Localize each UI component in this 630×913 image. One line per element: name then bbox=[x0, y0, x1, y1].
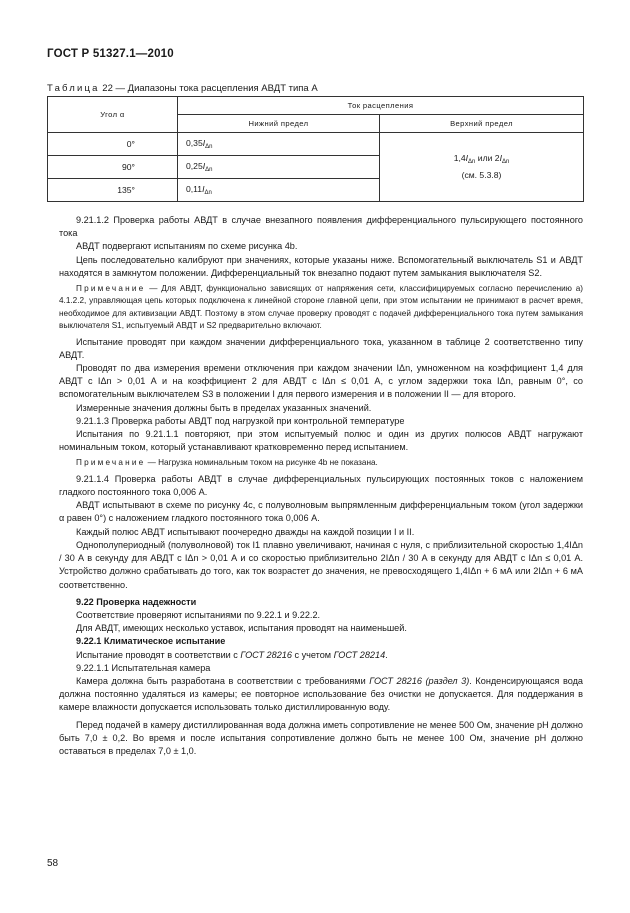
paragraph: Измеренные значения должны быть в пределах указанных значений. bbox=[76, 402, 372, 413]
angle-cell: 0° bbox=[48, 133, 178, 156]
paragraph: Соответствие проверяют испытаниями по 9.22.1 и 9.22.2. bbox=[76, 609, 321, 620]
paragraph: Проводят по два измерения времени отключения при каждом значении IΔn, умноженном на коэффициент 1,4 для АВДТ с IΔn > 0,01 А и на коэффициент 2 для АВДТ с IΔn ≤ 0,01 А, с углом задержки тока IΔn, равным 0°, со вспомогательным выключателем S3 в положении I для первого измерения и в положении II — для второго. bbox=[59, 363, 583, 400]
lower-limit-cell: $0,11I_{\Delta n}$ bbox=[178, 179, 380, 202]
paragraph: Испытание проводят в соответствии с ГОСТ 28216 с учетом ГОСТ 28214. bbox=[76, 649, 388, 660]
section-heading: 9.22 Проверка надежности bbox=[76, 596, 197, 607]
col-header-angle: Угол α bbox=[48, 97, 178, 133]
paragraph: АВДТ подвергают испытаниям по схеме рисунка 4b. bbox=[76, 241, 298, 252]
paragraph: Камера должна быть разработана в соответствии с требованиями ГОСТ 28216 (раздел 3). Конденсирующаяся вода должна постоянно удаляться из камеры; ее повторное использование без очистки не допускается. Для поддержания в камере влажности допускается использовать только дистиллированную воду. bbox=[59, 675, 583, 713]
angle-cell: 135° bbox=[48, 179, 178, 202]
col-header-upper: Верхний предел bbox=[380, 115, 584, 133]
section-heading: 9.22.1 Климатическое испытание bbox=[76, 636, 226, 647]
table-row bbox=[48, 133, 584, 156]
paragraph: Однополупериодный (полуволновой) ток I1 плавно увеличивают, начиная с нуля, с приблизительной скоростью 1,4IΔn / 30 А в секунду для АВДТ с IΔn > 0,01 А и со скоростью приблизительно 2IΔn / 30 А в секунду для АВДТ с IΔn ≤ 0,01 А. Устройство должно срабатывать до того, как ток возрастет до значения, не превосходящего 1,4IΔn + 6 мА или 2IΔn + 6 мА соответственно. bbox=[59, 539, 583, 590]
paragraph: 9.21.1.4 Проверка работы АВДТ в случае дифференциальных пульсирующих постоянных токов с наложением гладкого постоянного тока 0,006 А. bbox=[59, 473, 583, 498]
paragraph: 9.22.1.1 Испытательная камера bbox=[76, 662, 211, 673]
table-caption-prefix: Таблица bbox=[47, 83, 100, 94]
table-caption bbox=[47, 83, 318, 94]
paragraph: Испытание проводят при каждом значении дифференциального тока, указанном в таблице 2 соответственно типу АВДТ. bbox=[59, 336, 583, 360]
lower-limit-cell: $0,35I_{\Delta n}$ bbox=[178, 133, 380, 156]
note: Примечание — Для АВДТ, функционально зависящих от напряжения сети, классифицируемых согласно перечислению а) 4.1.2.2, управляющая цепь которых подключена к линейной стороне главной цепи, при этом испытании не принимают в расчет время, необходимое для активизации АВДТ. Поэтому в этом случае проверку проводят с подачей дифференциального тока путем замыкания выключателя S1, испытуемый АВДТ и S2 предварительно включают. bbox=[59, 284, 583, 331]
paragraph: Перед подачей в камеру дистиллированная вода должна иметь сопротивление не менее 500 Ом, значение pH должно быть 7,0 ± 0,2. Во время и после испытания сопротивление должно быть не менее 100 Ом, значение pH должно оставаться в пределах 7,0 ± 1,0. bbox=[59, 719, 583, 756]
lower-limit-cell: $0,25I_{\Delta n}$ bbox=[178, 156, 380, 179]
standard-header: ГОСТ Р 51327.1—2010 bbox=[47, 48, 174, 60]
body-text bbox=[59, 214, 583, 758]
trip-current-table bbox=[47, 96, 584, 202]
paragraph: Каждый полюс АВДТ испытывают поочередно дважды на каждой позиции I и II. bbox=[76, 526, 415, 537]
paragraph: Для АВДТ, имеющих несколько уставок, испытания проводят на наименьшей. bbox=[76, 623, 407, 634]
page-number: 58 bbox=[47, 858, 59, 869]
table-caption-text: 22 — Диапазоны тока расцепления АВДТ типа А bbox=[102, 83, 318, 94]
paragraph: Испытания по 9.21.1.1 повторяют, при этом испытуемый полюс и один из других полюсов АВДТ нагружают номинальным током, который устанавливают кратковременно перед испытанием. bbox=[59, 429, 583, 453]
angle-cell: 90° bbox=[48, 156, 178, 179]
note: Примечание — Нагрузка номинальным током на рисунке 4b не показана. bbox=[76, 458, 378, 468]
upper-limit-cell: $1,4I_{\Delta n}$ или $2I_{\Delta n}$ (см. 5.3.8) bbox=[380, 133, 584, 202]
paragraph: 9.21.1.2 Проверка работы АВДТ в случае внезапного появления дифференциального пульсирующего постоянного тока bbox=[59, 215, 583, 239]
paragraph: 9.21.1.3 Проверка работы АВДТ под нагрузкой при контрольной температуре bbox=[76, 415, 405, 426]
col-header-lower: Нижний предел bbox=[178, 115, 380, 133]
paragraph: АВДТ испытывают в схеме по рисунку 4с, с полуволновым выпрямленным дифференциальным током (угол задержки α равен 0°) с наложением гладкого постоянного тока 0,006 А. bbox=[59, 500, 583, 524]
paragraph: Цепь последовательно калибруют при значениях, которые указаны ниже. Вспомогательный выключатель S1 и АВДТ находятся в замкнутом положении. Дифференциальный ток внезапно подают путем замыкания выключателя S2. bbox=[59, 254, 583, 278]
col-header-trip-current: Ток расцепления bbox=[178, 97, 584, 115]
